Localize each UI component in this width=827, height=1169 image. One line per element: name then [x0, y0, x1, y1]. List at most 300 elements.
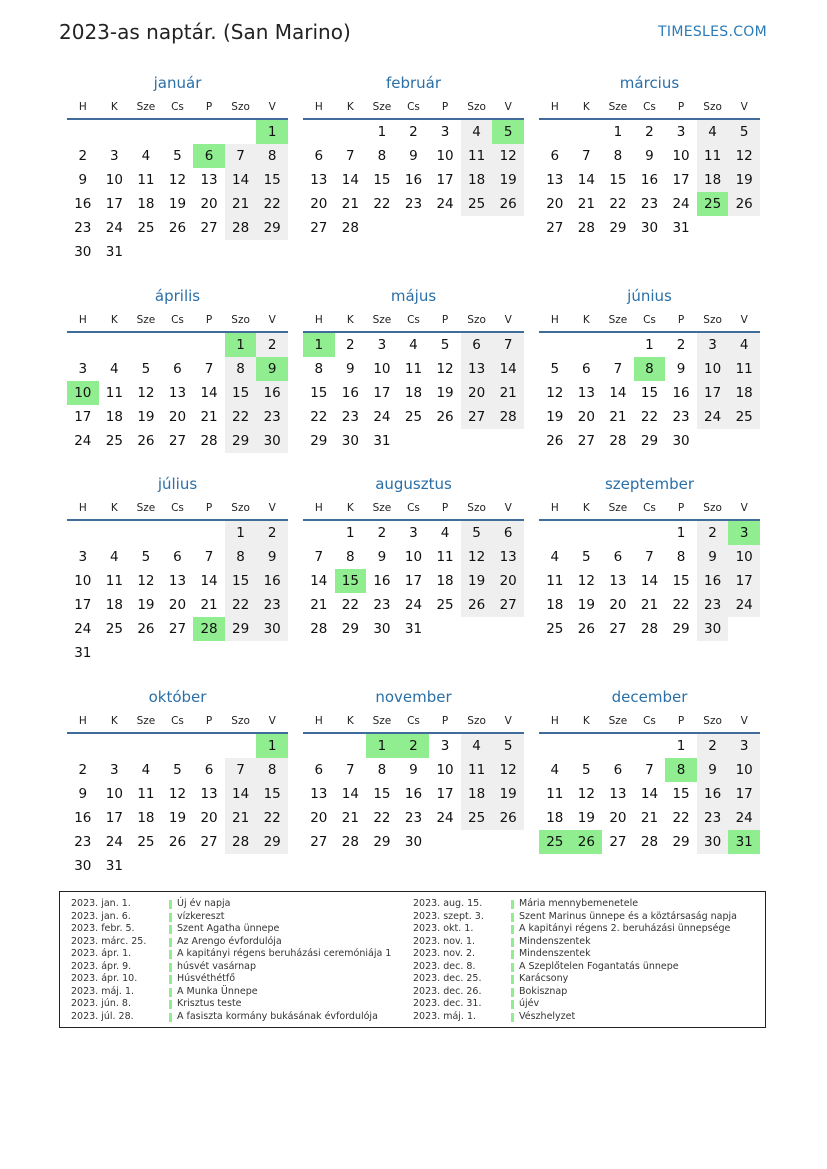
- calendar-day: 16: [74, 196, 92, 212]
- weekday-header: P: [665, 497, 697, 521]
- holiday-date: 2023. ápr. 9.: [71, 960, 132, 972]
- weekday-header: V: [492, 497, 524, 521]
- calendar-empty-cell: [99, 333, 131, 357]
- calendar-day: 17: [436, 172, 454, 188]
- calendar-day: 15: [640, 385, 659, 401]
- calendar-day: 8: [314, 361, 324, 377]
- calendar-day: 21: [200, 409, 218, 425]
- calendar-day: 9: [697, 758, 729, 782]
- calendar-day: 19: [461, 569, 493, 593]
- calendar-day: 27: [546, 220, 564, 236]
- calendar-empty-cell: [225, 734, 257, 758]
- calendar-day: 27: [577, 433, 595, 449]
- calendar-day: 5: [728, 120, 760, 144]
- calendar-day: 28: [225, 216, 257, 240]
- calendar-day: 14: [225, 168, 257, 192]
- calendar-day: 27: [609, 834, 627, 850]
- weekday-header: Sze: [366, 96, 398, 120]
- month-calendar: [539, 471, 760, 684]
- calendar-day: 5: [461, 521, 493, 545]
- weekday-header: Szo: [697, 710, 729, 734]
- calendar-day: 18: [105, 597, 123, 613]
- calendar-day: 7: [204, 549, 214, 565]
- calendar-day: 20: [546, 196, 564, 212]
- weekday-header: K: [99, 497, 131, 521]
- month-day-grid: [303, 309, 524, 453]
- holiday-list: [59, 891, 766, 1028]
- calendar-day: 26: [436, 409, 454, 425]
- calendar-day: 19: [137, 409, 155, 425]
- month-name: augusztus: [375, 475, 452, 493]
- holiday-entry: [413, 986, 753, 999]
- calendar-day: 3: [110, 762, 119, 778]
- weekday-header: V: [728, 96, 760, 120]
- calendar-day: 24: [74, 433, 92, 449]
- calendar-day: 25: [436, 597, 454, 613]
- calendar-day: 9: [645, 148, 654, 164]
- calendar-day: 12: [728, 144, 760, 168]
- calendar-day: 3: [697, 333, 729, 357]
- calendar-day: 7: [492, 333, 524, 357]
- calendar-day: 10: [404, 549, 423, 565]
- calendar-day: 4: [461, 120, 493, 144]
- calendar-day: 29: [672, 834, 690, 850]
- calendar-day: 7: [225, 144, 257, 168]
- calendar-day: 24: [436, 196, 454, 212]
- calendar-day: 5: [550, 361, 560, 377]
- calendar-empty-cell: [429, 216, 461, 240]
- calendar-day: 27: [200, 834, 218, 850]
- calendar-day: 12: [436, 361, 454, 377]
- calendar-day: 28: [341, 220, 359, 236]
- calendar-empty-cell: [728, 617, 760, 641]
- calendar-day: 18: [404, 385, 423, 401]
- calendar-day: 6: [582, 361, 591, 377]
- calendar-empty-cell: [335, 734, 367, 758]
- calendar-day: 28: [640, 834, 659, 850]
- weekday-header: Szo: [225, 96, 257, 120]
- holiday-entry: [413, 911, 753, 924]
- holiday-entry: [413, 1011, 753, 1024]
- weekday-header: P: [193, 309, 225, 333]
- calendar-day: 14: [341, 172, 359, 188]
- calendar-day: 12: [137, 385, 155, 401]
- weekday-header: Cs: [162, 497, 194, 521]
- calendar-day: 18: [461, 168, 493, 192]
- holiday-marker: [511, 963, 514, 972]
- month-name: június: [627, 287, 672, 305]
- calendar-empty-cell: [67, 120, 99, 144]
- weekday-header: P: [665, 710, 697, 734]
- holiday-entry: [413, 936, 753, 949]
- calendar-empty-cell: [461, 216, 493, 240]
- calendar-day: 2: [78, 762, 88, 778]
- weekday-header: H: [67, 96, 99, 120]
- calendar-day: 12: [492, 144, 524, 168]
- calendar-day: 14: [640, 573, 659, 589]
- calendar-day: 6: [204, 762, 214, 778]
- calendar-day: 29: [373, 834, 391, 850]
- calendar-day: 23: [256, 593, 288, 617]
- calendar-empty-cell: [429, 617, 461, 641]
- calendar-day: 1: [645, 337, 654, 353]
- calendar-day: 12: [168, 786, 187, 802]
- calendar-day: 29: [609, 220, 627, 236]
- calendar-empty-cell: [225, 854, 257, 878]
- calendar-day: 13: [168, 385, 187, 401]
- weekday-header: P: [429, 309, 461, 333]
- holiday-date: 2023. nov. 1.: [413, 935, 476, 947]
- calendar-day: 19: [168, 196, 187, 212]
- weekday-header: H: [303, 96, 335, 120]
- calendar-day: 31: [74, 645, 92, 661]
- holiday-marker: [511, 900, 514, 909]
- weekday-header: Cs: [398, 309, 430, 333]
- calendar-empty-cell: [634, 734, 666, 758]
- calendar-day: 20: [310, 810, 328, 826]
- calendar-day: 26: [137, 621, 155, 637]
- calendar-day: 21: [310, 597, 328, 613]
- calendar-empty-cell: [697, 429, 729, 453]
- weekday-header: Cs: [398, 96, 430, 120]
- weekday-header: P: [193, 710, 225, 734]
- calendar-empty-cell: [193, 734, 225, 758]
- calendar-day: 27: [609, 621, 627, 637]
- holiday-marker: [511, 1013, 514, 1022]
- holiday-entry: [413, 973, 753, 986]
- holiday-entry: [413, 898, 753, 911]
- calendar-day: 2: [676, 337, 686, 353]
- calendar-day: 6: [314, 762, 324, 778]
- month-name: május: [390, 287, 437, 305]
- weekday-header: Szo: [461, 497, 493, 521]
- calendar-day: 12: [546, 385, 564, 401]
- weekday-header: Szo: [697, 96, 729, 120]
- calendar-day: 30: [256, 617, 288, 641]
- calendar-day: 13: [609, 786, 627, 802]
- calendar-day: 4: [141, 148, 151, 164]
- calendar-day: 30: [373, 621, 391, 637]
- calendar-day: 11: [461, 758, 493, 782]
- calendar-day: 25: [728, 405, 760, 429]
- calendar-day: 23: [640, 196, 659, 212]
- calendar-day: 18: [436, 573, 454, 589]
- calendar-day: 17: [728, 782, 760, 806]
- calendar-empty-cell: [193, 521, 225, 545]
- holiday-name: A kapitányi régens 2. beruházási ünnepsége: [519, 923, 731, 934]
- holiday-name: Új év napja: [177, 898, 231, 909]
- weekday-header: Sze: [602, 96, 634, 120]
- calendar-empty-cell: [99, 521, 131, 545]
- calendar-day: 12: [577, 573, 595, 589]
- calendar-day: 25: [461, 192, 493, 216]
- calendar-day: 8: [225, 545, 257, 569]
- calendar-day: 10: [105, 172, 123, 188]
- calendar-empty-cell: [571, 521, 603, 545]
- calendar-day: 22: [256, 806, 288, 830]
- holiday-entry: [71, 923, 411, 936]
- calendar-day: 13: [200, 786, 218, 802]
- calendar-day: 30: [697, 830, 729, 854]
- calendar-day: 12: [137, 573, 155, 589]
- calendar-day: 26: [728, 192, 760, 216]
- holiday-marker: [511, 925, 514, 934]
- weekday-header: Sze: [366, 497, 398, 521]
- calendar-day-holiday: 6: [193, 144, 225, 168]
- weekday-header: V: [492, 309, 524, 333]
- calendar-day: 29: [672, 621, 690, 637]
- calendar-day: 27: [168, 621, 187, 637]
- calendar-empty-cell: [461, 429, 493, 453]
- holiday-name: Mindenszentek: [519, 935, 591, 947]
- holiday-marker: [169, 1013, 172, 1022]
- calendar-day: 15: [672, 573, 690, 589]
- calendar-day: 10: [436, 148, 454, 164]
- calendar-day: 25: [461, 806, 493, 830]
- month-day-grid: [67, 309, 288, 453]
- month-day-grid: [539, 309, 760, 453]
- calendar-day: 6: [613, 762, 623, 778]
- calendar-day: 18: [546, 810, 564, 826]
- calendar-day: 8: [256, 758, 288, 782]
- calendar-day-holiday: 1: [366, 734, 398, 758]
- calendar-day: 8: [346, 549, 355, 565]
- weekday-header: K: [99, 96, 131, 120]
- calendar-day: 4: [728, 333, 760, 357]
- holiday-name: Szent Marinus ünnepe és a köztársaság napja: [519, 910, 737, 922]
- calendar-day: 31: [105, 858, 123, 874]
- calendar-empty-cell: [130, 333, 162, 357]
- calendar-day: 4: [697, 120, 729, 144]
- calendar-day: 9: [256, 545, 288, 569]
- calendar-day: 16: [672, 385, 690, 401]
- holiday-marker: [169, 938, 172, 947]
- month-day-grid: [67, 96, 288, 264]
- weekday-header: P: [665, 309, 697, 333]
- holiday-marker: [511, 950, 514, 959]
- holiday-date: 2023. júl. 28.: [71, 1010, 134, 1022]
- calendar-empty-cell: [303, 734, 335, 758]
- holiday-marker: [511, 938, 514, 947]
- calendar-day: 27: [310, 220, 328, 236]
- weekday-header: Sze: [602, 710, 634, 734]
- calendar-day: 6: [492, 521, 524, 545]
- weekday-header: K: [571, 96, 603, 120]
- calendar-day: 22: [310, 409, 328, 425]
- calendar-day: 22: [225, 405, 257, 429]
- calendar-day: 2: [346, 337, 355, 353]
- calendar-day: 17: [74, 597, 92, 613]
- calendar-day: 21: [492, 381, 524, 405]
- calendar-day: 20: [461, 381, 493, 405]
- month-name: április: [154, 287, 201, 305]
- weekday-header: P: [193, 497, 225, 521]
- calendar-day: 16: [404, 172, 423, 188]
- calendar-empty-cell: [130, 521, 162, 545]
- calendar-empty-cell: [256, 854, 288, 878]
- month-day-grid: [303, 497, 524, 641]
- calendar-day: 31: [373, 433, 391, 449]
- holiday-entry: [71, 973, 411, 986]
- calendar-day: 11: [436, 549, 454, 565]
- calendar-day: 6: [173, 549, 182, 565]
- calendar-day: 21: [640, 810, 659, 826]
- calendar-day: 29: [310, 433, 328, 449]
- calendar-empty-cell: [193, 240, 225, 264]
- calendar-day: 15: [672, 786, 690, 802]
- calendar-day: 16: [697, 569, 729, 593]
- weekday-header: V: [256, 96, 288, 120]
- weekday-header: K: [335, 497, 367, 521]
- brand-logo-text[interactable]: TIMESLES.COM: [658, 24, 767, 40]
- calendar-day: 18: [697, 168, 729, 192]
- calendar-day-holiday: 3: [728, 521, 760, 545]
- calendar-day: 23: [404, 810, 423, 826]
- calendar-day: 26: [546, 433, 564, 449]
- calendar-day: 12: [461, 545, 493, 569]
- calendar-empty-cell: [492, 830, 524, 854]
- calendar-day: 11: [105, 573, 123, 589]
- calendar-day: 11: [697, 144, 729, 168]
- calendar-empty-cell: [225, 120, 257, 144]
- calendar-day: 5: [173, 148, 182, 164]
- calendar-day: 25: [137, 834, 155, 850]
- calendar-empty-cell: [193, 641, 225, 665]
- calendar-day: 9: [409, 762, 418, 778]
- weekday-header: H: [303, 309, 335, 333]
- calendar-empty-cell: [130, 641, 162, 665]
- holiday-entry: [413, 923, 753, 936]
- holiday-name: újév: [519, 998, 540, 1009]
- weekday-header: K: [571, 309, 603, 333]
- calendar-day: 19: [492, 168, 524, 192]
- holiday-name: Bokisznap: [519, 985, 568, 997]
- calendar-empty-cell: [539, 333, 571, 357]
- calendar-day: 29: [256, 216, 288, 240]
- holiday-marker: [169, 913, 172, 922]
- calendar-day: 21: [225, 192, 257, 216]
- calendar-day: 11: [546, 786, 564, 802]
- holiday-entry: [71, 898, 411, 911]
- month-calendar: [303, 70, 524, 283]
- calendar-empty-cell: [492, 617, 524, 641]
- calendar-day-holiday: 28: [193, 617, 225, 641]
- calendar-day: 8: [377, 762, 387, 778]
- calendar-day: 8: [225, 357, 257, 381]
- weekday-header: Szo: [697, 309, 729, 333]
- holiday-entry: [71, 961, 411, 974]
- calendar-day: 19: [546, 409, 564, 425]
- weekday-header: Cs: [398, 497, 430, 521]
- calendar-day: 18: [461, 782, 493, 806]
- calendar-day: 13: [310, 786, 328, 802]
- calendar-day: 22: [609, 196, 627, 212]
- calendar-day: 18: [728, 381, 760, 405]
- weekday-header: V: [492, 96, 524, 120]
- month-name: március: [619, 74, 680, 92]
- calendar-day: 14: [225, 782, 257, 806]
- month-calendar: [303, 684, 524, 897]
- weekday-header: Cs: [634, 96, 666, 120]
- holiday-name: A kapitányi régens beruházási ceremóniája 1: [177, 948, 392, 959]
- calendar-day: 6: [173, 361, 182, 377]
- calendar-day: 24: [105, 220, 123, 236]
- weekday-header: Cs: [398, 710, 430, 734]
- calendar-day: 19: [577, 810, 595, 826]
- page-title: 2023-as naptár. (San Marino): [59, 20, 351, 44]
- calendar-day: 30: [672, 433, 690, 449]
- weekday-header: P: [429, 497, 461, 521]
- calendar-empty-cell: [728, 216, 760, 240]
- calendar-day: 29: [640, 433, 659, 449]
- holiday-date: 2023. dec. 31.: [413, 998, 482, 1009]
- weekday-header: Szo: [225, 710, 257, 734]
- holiday-entry: [413, 961, 753, 974]
- weekday-header: P: [429, 710, 461, 734]
- calendar-day-holiday: 8: [634, 357, 666, 381]
- calendar-empty-cell: [366, 216, 398, 240]
- calendar-empty-cell: [193, 333, 225, 357]
- holiday-date: 2023. jan. 6.: [71, 910, 131, 922]
- holiday-marker: [169, 975, 172, 984]
- weekday-header: Szo: [461, 96, 493, 120]
- calendar-day: 28: [341, 834, 359, 850]
- month-day-grid: [539, 497, 760, 641]
- weekday-header: Szo: [225, 497, 257, 521]
- holiday-name: Vészhelyzet: [519, 1010, 576, 1022]
- calendar-day: 24: [373, 409, 391, 425]
- calendar-day: 16: [697, 782, 729, 806]
- calendar-day: 25: [137, 220, 155, 236]
- calendar-day: 23: [74, 834, 92, 850]
- calendar-day: 28: [200, 433, 218, 449]
- holiday-name: vízkereszt: [177, 910, 225, 922]
- calendar-day: 4: [550, 549, 560, 565]
- calendar-empty-cell: [99, 641, 131, 665]
- weekday-header: P: [193, 96, 225, 120]
- calendar-day: 21: [225, 806, 257, 830]
- holiday-date: 2023. máj. 1.: [413, 1010, 477, 1022]
- holiday-name: Húsvéthétfő: [177, 973, 236, 984]
- calendar-day: 20: [168, 409, 187, 425]
- calendar-day-holiday: 8: [665, 758, 697, 782]
- month-calendar: [539, 70, 760, 283]
- calendar-empty-cell: [162, 641, 194, 665]
- calendar-day: 28: [225, 830, 257, 854]
- calendar-day: 7: [204, 361, 214, 377]
- calendar-day: 24: [404, 597, 423, 613]
- month-calendar: [539, 684, 760, 897]
- calendar-day: 17: [672, 172, 690, 188]
- calendar-day: 12: [492, 758, 524, 782]
- calendar-day: 14: [200, 385, 218, 401]
- holiday-entry: [71, 1011, 411, 1024]
- calendar-day: 9: [346, 361, 355, 377]
- calendar-empty-cell: [429, 830, 461, 854]
- calendar-day: 7: [645, 549, 654, 565]
- weekday-header: K: [571, 710, 603, 734]
- calendar-day: 4: [110, 361, 119, 377]
- calendar-day: 19: [577, 597, 595, 613]
- calendar-day: 16: [256, 569, 288, 593]
- calendar-day: 5: [173, 762, 182, 778]
- calendar-day: 3: [110, 148, 119, 164]
- calendar-empty-cell: [539, 120, 571, 144]
- calendar-day: 9: [377, 549, 387, 565]
- calendar-day: 15: [373, 786, 391, 802]
- calendar-day: 12: [168, 172, 187, 188]
- holiday-marker: [169, 963, 172, 972]
